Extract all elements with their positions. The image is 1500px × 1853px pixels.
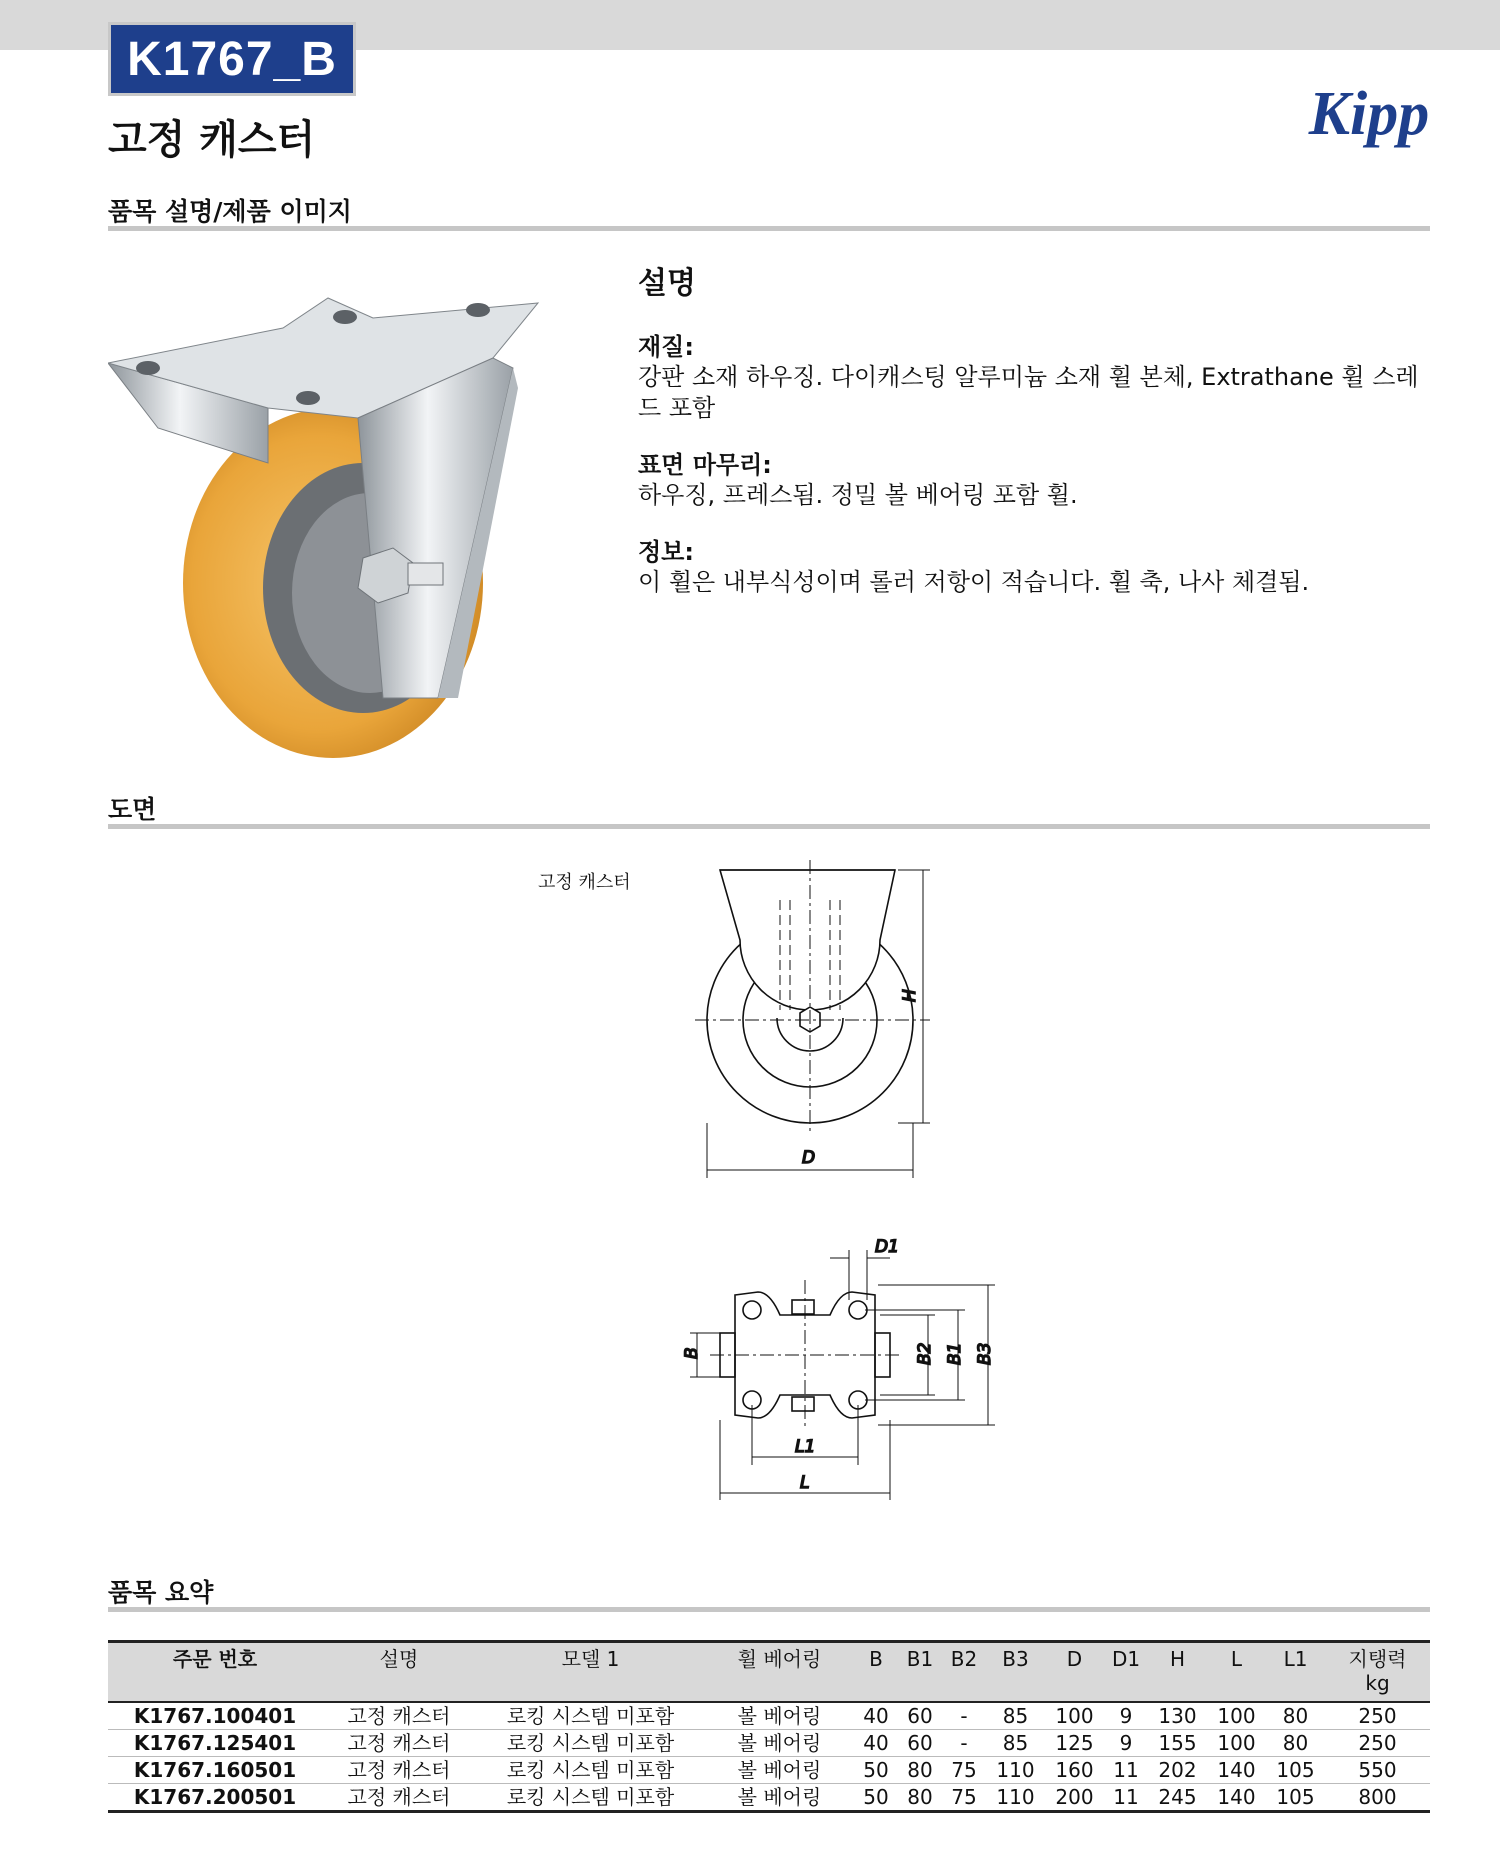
col-H: H [1148, 1642, 1207, 1703]
cell-B2: - [960, 1731, 968, 1755]
side-view [695, 860, 930, 1178]
cell-D1: 11 [1113, 1785, 1139, 1809]
cell-B3: 110 [996, 1758, 1035, 1782]
label-B3: B3 [975, 1342, 995, 1365]
label-B2: B2 [915, 1342, 935, 1365]
finish-label: 표면 마무리: [638, 451, 772, 479]
label-D1: D1 [875, 1237, 899, 1257]
cell-D1: 9 [1119, 1731, 1133, 1755]
page-title: 고정 캐스터 [108, 117, 316, 163]
cell-H: 155 [1158, 1731, 1197, 1755]
cell-B2: 75 [951, 1785, 977, 1809]
cell-H: 245 [1158, 1785, 1197, 1809]
cell-description: 고정 캐스터 [347, 1785, 451, 1809]
cell-B: 50 [863, 1785, 889, 1809]
table-row [108, 1730, 1430, 1757]
cell-B1: 60 [907, 1731, 933, 1755]
col-description: 설명 [322, 1642, 476, 1703]
cell-L1: 105 [1276, 1758, 1315, 1782]
cell-H: 130 [1158, 1704, 1197, 1728]
label-B: B [682, 1347, 702, 1359]
col-B3: B3 [986, 1642, 1045, 1703]
cell-D1: 11 [1113, 1758, 1139, 1782]
product-code-badge [108, 22, 356, 96]
cell-B1: 60 [907, 1704, 933, 1728]
cell-bearing: 볼 베어링 [737, 1704, 822, 1728]
cell-order-number: K1767.160501 [133, 1758, 297, 1782]
info-text: 이 휠은 내부식성이며 롤러 저항이 적습니다. 휠 축, 나사 체결됨. [638, 568, 1310, 596]
cell-bearing: 볼 베어링 [737, 1731, 822, 1755]
product-code: K1767_B [127, 32, 337, 86]
section-title-description: 품목 설명/제품 이미지 [108, 197, 352, 226]
col-bearing: 휠 베어링 [705, 1642, 854, 1703]
material-text: 강판 소재 하우징. 다이캐스팅 알루미늄 소재 휠 본체, Extrathane 휠 스레드 포함 [638, 363, 1419, 422]
cell-B: 50 [863, 1758, 889, 1782]
cell-load: 250 [1358, 1731, 1397, 1755]
product-photo [108, 258, 548, 758]
kipp-logo [1308, 72, 1430, 156]
cell-bearing: 볼 베어링 [737, 1758, 822, 1782]
cell-B3: 110 [996, 1785, 1035, 1809]
cell-D: 125 [1055, 1731, 1094, 1755]
cell-B3: 85 [1002, 1731, 1029, 1755]
col-D: D [1045, 1642, 1104, 1703]
cell-L: 140 [1217, 1785, 1256, 1809]
col-B: B [854, 1642, 898, 1703]
col-L: L [1207, 1642, 1266, 1703]
cell-D: 160 [1055, 1758, 1094, 1782]
cell-order-number: K1767.100401 [133, 1704, 297, 1728]
cell-L1: 80 [1282, 1731, 1309, 1755]
top-view [690, 1250, 995, 1500]
cell-model: 로킹 시스템 미포함 [506, 1704, 675, 1728]
cell-bearing: 볼 베어링 [737, 1785, 822, 1809]
cell-description: 고정 캐스터 [347, 1704, 451, 1728]
col-model: 모델 1 [476, 1642, 705, 1703]
cell-B: 40 [863, 1731, 889, 1755]
cell-order-number: K1767.200501 [133, 1785, 297, 1809]
cell-D: 200 [1055, 1785, 1094, 1809]
technical-drawing [640, 860, 1060, 1540]
label-B1: B1 [945, 1342, 965, 1365]
section-rule [108, 226, 1430, 231]
table-row [108, 1757, 1430, 1784]
col-order-number: 주문 번호 [108, 1642, 322, 1703]
description-heading: 설명 [638, 266, 696, 301]
description-panel [638, 258, 1433, 624]
cell-load: 550 [1358, 1758, 1397, 1782]
col-load-unit: kg [1365, 1671, 1390, 1695]
col-B1: B1 [898, 1642, 942, 1703]
section-rule [108, 1607, 1430, 1612]
logo-text: Kipp [1308, 80, 1430, 148]
cell-D1: 9 [1119, 1704, 1133, 1728]
cell-B: 40 [863, 1704, 889, 1728]
label-L1: L1 [795, 1437, 816, 1457]
cell-B3: 85 [1002, 1704, 1029, 1728]
cell-model: 로킹 시스템 미포함 [506, 1758, 675, 1782]
cell-order-number: K1767.125401 [133, 1731, 297, 1755]
section-rule [108, 824, 1430, 829]
cell-D: 100 [1055, 1704, 1094, 1728]
col-L1: L1 [1266, 1642, 1325, 1703]
cell-load: 800 [1358, 1785, 1397, 1809]
section-title-summary: 품목 요약 [108, 1578, 214, 1607]
section-title-drawing: 도면 [108, 795, 157, 824]
label-L: L [800, 1473, 810, 1493]
material-label: 재질: [638, 333, 694, 361]
summary-table [108, 1640, 1430, 1813]
cell-L1: 105 [1276, 1785, 1315, 1809]
col-D1: D1 [1104, 1642, 1148, 1703]
col-load [1325, 1642, 1430, 1703]
cell-L: 100 [1217, 1731, 1256, 1755]
table-row [108, 1784, 1430, 1812]
cell-H: 202 [1158, 1758, 1197, 1782]
info-label: 정보: [638, 538, 694, 566]
col-B2: B2 [942, 1642, 986, 1703]
cell-L: 100 [1217, 1704, 1256, 1728]
drawing-caption: 고정 캐스터 [538, 872, 631, 893]
cell-description: 고정 캐스터 [347, 1731, 451, 1755]
cell-B1: 80 [907, 1758, 933, 1782]
cell-description: 고정 캐스터 [347, 1758, 451, 1782]
cell-B2: 75 [951, 1758, 977, 1782]
cell-load: 250 [1358, 1704, 1397, 1728]
cell-B2: - [960, 1704, 968, 1728]
cell-L: 140 [1217, 1758, 1256, 1782]
cell-model: 로킹 시스템 미포함 [506, 1785, 675, 1809]
label-H: H [900, 989, 920, 1002]
table-header-row [108, 1642, 1430, 1703]
label-D: D [802, 1148, 816, 1168]
col-load-label: 지탱력 [1348, 1647, 1407, 1671]
table-row [108, 1702, 1430, 1730]
finish-text: 하우징, 프레스됨. 정밀 볼 베어링 포함 휠. [638, 481, 1078, 509]
cell-L1: 80 [1282, 1704, 1309, 1728]
cell-model: 로킹 시스템 미포함 [506, 1731, 675, 1755]
cell-B1: 80 [907, 1785, 933, 1809]
